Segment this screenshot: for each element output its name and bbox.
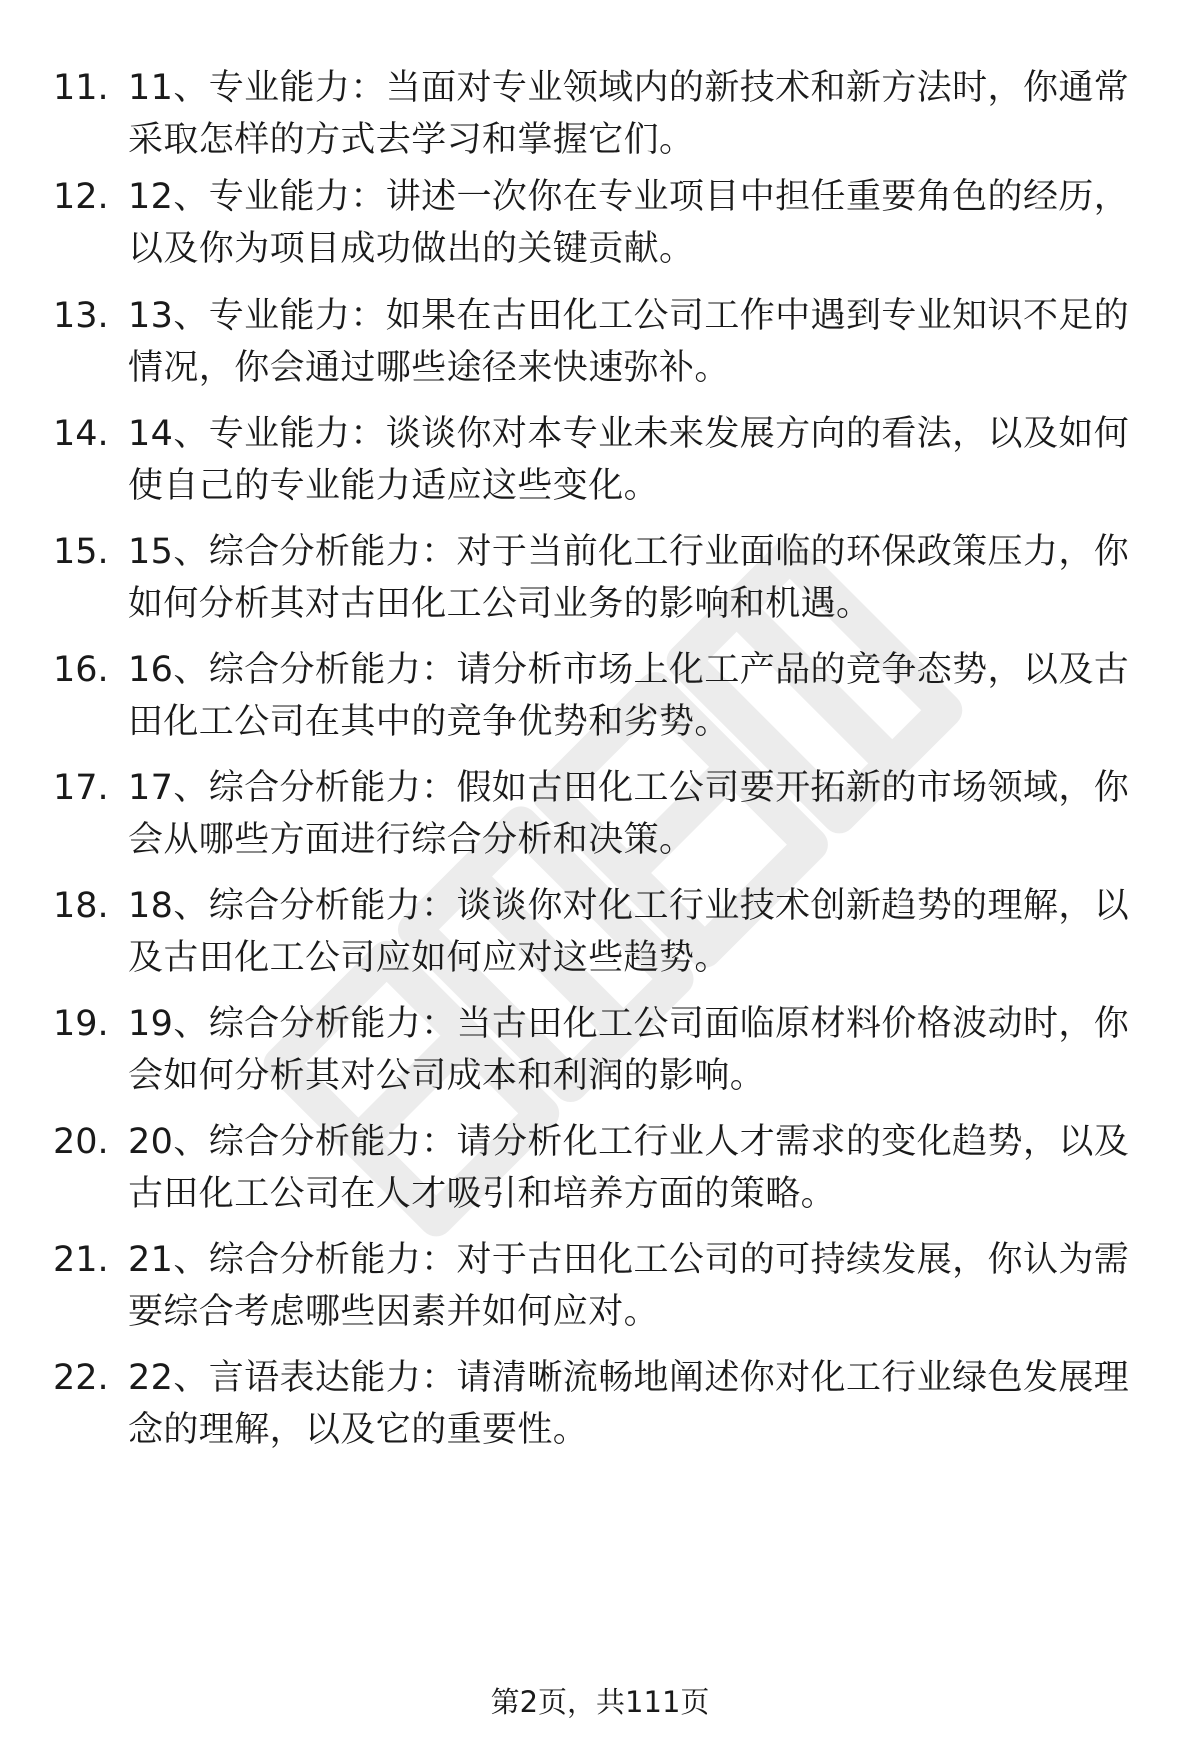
item-text: 14、专业能力：谈谈你对本专业未来发展方向的看法，以及如何使自己的专业能力适应这些变化。	[128, 414, 1130, 506]
item-text: 11、专业能力：当面对专业领域内的新技术和新方法时，你通常采取怎样的方式去学习和掌握它们。	[128, 68, 1130, 160]
item-text: 15、综合分析能力：对于当前化工行业面临的环保政策压力，你如何分析其对古田化工公司业务的影响和机遇。	[128, 532, 1130, 624]
list-item	[0, 762, 1200, 882]
item-number: 17.	[53, 768, 109, 808]
item-number: 12.	[53, 177, 109, 217]
list-item	[0, 1116, 1200, 1236]
item-number: 15.	[53, 532, 109, 572]
list-item	[0, 998, 1200, 1118]
list-item	[0, 1352, 1200, 1472]
item-text: 13、专业能力：如果在古田化工公司工作中遇到专业知识不足的情况，你会通过哪些途径来快速弥补。	[128, 296, 1130, 388]
list-item	[0, 880, 1200, 1000]
item-number: 11.	[53, 68, 109, 108]
item-number: 21.	[53, 1240, 109, 1280]
page-footer: 第2页，共111页	[490, 1685, 710, 1719]
list-item	[0, 526, 1200, 646]
item-text: 22、言语表达能力：请清晰流畅地阐述你对化工行业绿色发展理念的理解，以及它的重要性。	[128, 1358, 1130, 1450]
item-text: 21、综合分析能力：对于古田化工公司的可持续发展，你认为需要综合考虑哪些因素并如何应对。	[128, 1240, 1130, 1332]
item-number: 20.	[53, 1122, 109, 1162]
item-text: 19、综合分析能力：当古田化工公司面临原材料价格波动时，你会如何分析其对公司成本和利润的影响。	[128, 1004, 1130, 1096]
list-item	[0, 290, 1200, 410]
list-item	[0, 1234, 1200, 1354]
item-text: 18、综合分析能力：谈谈你对化工行业技术创新趋势的理解，以及古田化工公司应如何应对这些趋势。	[128, 886, 1130, 978]
item-text: 20、综合分析能力：请分析化工行业人才需求的变化趋势，以及古田化工公司在人才吸引和培养方面的策略。	[128, 1122, 1130, 1214]
item-number: 19.	[53, 1004, 109, 1044]
item-number: 14.	[53, 414, 109, 454]
list-item	[0, 62, 1200, 182]
item-text: 12、专业能力：讲述一次你在专业项目中担任重要角色的经历，以及你为项目成功做出的关键贡献。	[128, 177, 1130, 269]
item-number: 18.	[53, 886, 109, 926]
item-text: 17、综合分析能力：假如古田化工公司要开拓新的市场领域，你会从哪些方面进行综合分析和决策。	[128, 768, 1130, 860]
item-number: 13.	[53, 296, 109, 336]
item-number: 22.	[53, 1358, 109, 1398]
item-text: 16、综合分析能力：请分析市场上化工产品的竞争态势，以及古田化工公司在其中的竞争优势和劣势。	[128, 650, 1130, 742]
list-item	[0, 644, 1200, 764]
item-number: 16.	[53, 650, 109, 690]
list-item	[0, 171, 1200, 291]
list-item	[0, 408, 1200, 528]
